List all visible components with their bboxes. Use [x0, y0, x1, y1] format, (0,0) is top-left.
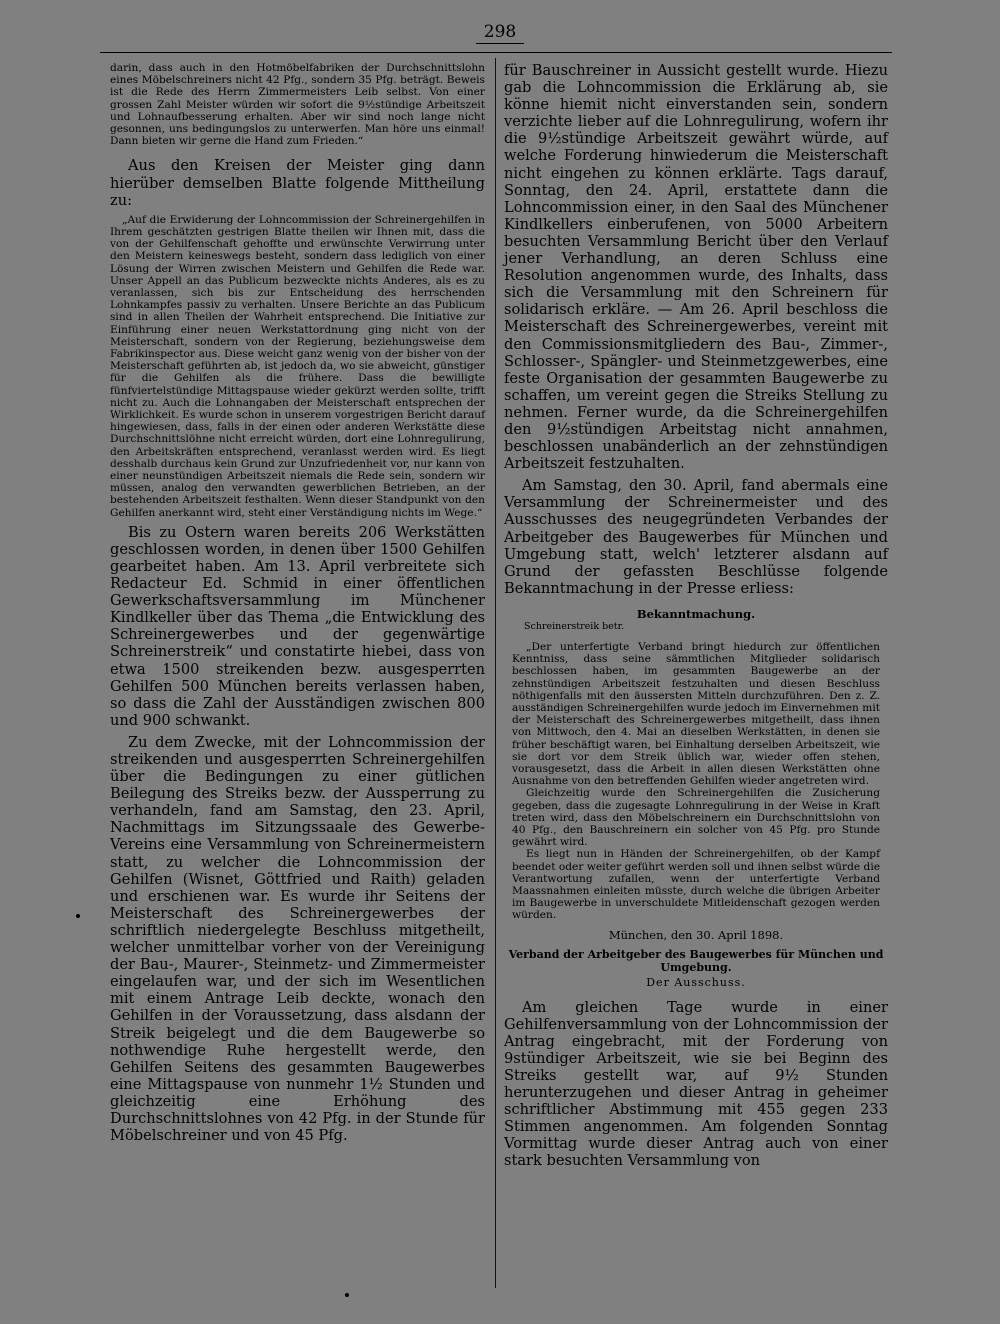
announcement-paragraph: „Der unterfertigte Verband bringt hiedurch zur öffentlichen Kenntniss, dass seine sämmtlichen Mitglieder solidarisch beschlossen haben, im gesammten Baugewerbe an der zehnstündigen Arbeitszeit festzuhalten und diesen Beschluss nöthigenfalls mit den äussersten Mitteln durchzuführen. Den z. Z. ausständigen Schreinergehilfen wurde jedoch im Einvernehmen mit der Meisterschaft des Schreinergewerbes mitgetheilt, dass ihnen von Mittwoch, den 4. Mai an dieselben Werkstätten, in denen sie früher beschäftigt waren, bei Einhaltung derselben Arbeitszeit, wie sie dort vor dem Streik üblich war, wieder offen stehen, vorausgesetzt, dass die Arbeit in allen diesen Werkstätten ohne Ausnahme von den betreffenden Gehilfen wieder angetreten wird.: [512, 640, 880, 788]
left-column: [110, 62, 485, 1144]
announcement-paragraph: Gleichzeitig wurde den Schreinergehilfen die Zusicherung gegeben, dass die zugesagte Lohnregulirung in der Weise in Kraft treten wird, dass den Möbelschreinern ein Durchschnittslohn von 40 Pfg., den Bauschreinern ein solcher von 45 Pfg. pro Stunde gewährt wird.: [512, 787, 880, 849]
margin-mark: [345, 1293, 349, 1297]
announcement-paragraph: Es liegt nun in Händen der Schreinergehilfen, ob der Kampf beendet oder weiter geführt werden soll und ihnen selbst würde die Verantwortung zufallen, wenn der unterfertigte Verband Maassnahmen einleiten müsste, durch welche die übrigen Arbeiter im Baugewerbe in unverschuldete Mitleidenschaft gezogen werden würden.: [512, 848, 880, 922]
masters-quote: [110, 214, 485, 519]
announcement-organisation: Verband der Arbeitgeber des Baugewerbes für München und Umgebung.: [508, 947, 884, 974]
announcement-date: München, den 30. April 1898.: [608, 927, 784, 942]
announcement: [504, 607, 888, 989]
announcement-body: [512, 641, 880, 922]
announcement-committee: Der Ausschuss.: [646, 975, 746, 989]
quote-ending-paragraph: darin, dass auch in den Hotmöbelfabriken der Durchschnittslohn eines Möbelschreiners nicht 42 Pfg., sondern 35 Pfg. beträgt. Beweis ist die Rede des Herrn Zimmermeisters Leib selbst. Von einer grossen Zahl Meister würden wir sofort die 9½stündige Arbeitszeit und Lohnaufbesserung erhalten. Aber wir sind noch lange nicht gesonnen, uns bedingungslos zu unterwerfen. Man höre uns einmal! Dann bieten wir gerne die Hand zum Frieden.“: [110, 62, 485, 148]
right-column: [504, 62, 888, 1170]
header-rule: [100, 52, 892, 53]
margin-mark: [76, 914, 80, 918]
quote-paragraph: „Auf die Erwiderung der Lohncommission der Schreinergehilfen in Ihrem geschätzten gestrigen Blatte theilen wir Ihnen mit, dass die von der Gehilfenschaft gehoffte und erwünschte Verwirrung unter den Meistern keineswegs besteht, sondern dass lediglich von einer Lösung der Wirren zwischen Meistern und Gehilfen die Rede war. Unser Appell an das Publicum bezweckte nichts Anderes, als es zu veranlassen, sich bis zur Entscheidung des herrschenden Lohnkampfes passiv zu verhalten. Unsere Berichte an das Publicum sind in allen Theilen der Wahrheit entsprechend. Die Initiative zur Einführung einer neuen Werkstattordnung ging nicht von der Meisterschaft, sondern von der Regierung, beziehungsweise dem Fabrikinspector aus. Diese weicht ganz wenig von der bisher von der Meisterschaft geführten ab, ist jedoch da, wo sie abweicht, günstiger für die Gehilfen als die frühere. Dass die bewilligte fünfviertelstündige Mittagspause wieder gekürzt werden sollte, trifft nicht zu. Auch die Lohnangaben der Meisterschaft entsprechen der Wirklichkeit. Es wurde schon in unserem vorgestrigen Bericht darauf hingewiesen, dass, falls in der einen oder anderen Werkstätte diese Durchschnittslöhne nicht erreicht würden, dort eine Lohnregulirung, den Arbeitskräften entsprechend, veranlasst werden wird. Es liegt desshalb durchaus kein Grund zur Unzufriedenheit vor, nur kann von einer neunstündigen Arbeitszeit niemals die Rede sein, sondern wir müssen, analog den verwandten gewerblichen Betrieben, an der bestehenden Arbeitszeit festhalten. Wenn dieser Standpunkt von den Gehilfen anerkannt wird, steht einer Verständigung nichts im Wege.“: [110, 213, 485, 519]
body-paragraph: für Bauschreiner in Aussicht gestellt wurde. Hiezu gab die Lohncommission die Erklärung ab, sie könne hiemit nicht einverstanden sein, sondern verzichte lieber auf die Lohnregulirung, wofern ihr die 9½stündige Arbeitszeit gewährt würde, auf welche Forderung hinwiederum die Meisterschaft nicht eingehen zu können erklärte. Tags darauf, Sonntag, den 24. April, erstattete dann die Lohncommission einer, in den Saal des Münchener Kindlkellers einberufenen, von 5000 Arbeitern besuchten Versammlung Bericht über den Verlauf jener Verhandlung, an deren Schluss eine Resolution angenommen wurde, des Inhalts, dass sich die Versammlung mit den Schreinern für solidarisch erkläre. — Am 26. April beschloss die Meisterschaft des Schreinergewerbes, vereint mit den Commissionsmitgliedern des Bau-, Zimmer-, Schlosser-, Spängler- und Steinmetzgewerbes, eine feste Organisation der gesammten Baugewerbe zu schaffen, um vereint gegen die Streiks Stellung zu nehmen. Ferner wurde, da die Schreinergehilfen den 9½stündigen Arbeitstag nicht annahmen, beschlossen unabänderlich an der zehnstündigen Arbeitszeit festzuhalten.: [504, 62, 888, 473]
body-paragraph: Aus den Kreisen der Meister ging dann hierüber demselben Blatte folgende Mittheilung zu:: [110, 157, 485, 209]
page-number: 298: [0, 22, 1000, 44]
body-paragraph: Am gleichen Tage wurde in einer Gehilfenversammlung von der Lohncommission der Antrag eingebracht, mit der Forderung von 9stündiger Arbeitszeit, wie sie bei Beginn des Streiks gestellt war, auf 9½ Stunden herunterzugehen und dieser Antrag in geheimer schriftlicher Abstimmung mit 455 gegen 233 Stimmen angenommen. Am folgenden Sonntag Vormittag wurde dieser Antrag auch von einer stark besuchten Versammlung von: [504, 998, 888, 1170]
column-divider: [495, 58, 496, 1288]
announcement-title: Bekanntmachung.: [636, 606, 756, 621]
body-paragraph: Am Samstag, den 30. April, fand abermals eine Versammlung der Schreinermeister und des Ausschusses des neugegründeten Verbandes der Arbeitgeber des Baugewerbes für München und Umgebung statt, welch' letzterer alsdann auf Grund der gefassten Beschlüsse folgende Bekanntmachung in der Presse erliess:: [504, 477, 888, 597]
body-paragraph: Zu dem Zwecke, mit der Lohncommission der streikenden und ausgesperrten Schreinergehilfen über die Bedingungen zu einer gütlichen Beilegung des Streiks bezw. der Aussperrung zu verhandeln, fand am Samstag, den 23. April, Nachmittags im Sitzungssaale des Gewerbe-Vereins eine Versammlung von Schreinermeistern statt, zu welcher die Lohncommission der Gehilfen (Wisnet, Göttfried und Raith) geladen und erschienen war. Es wurde ihr Seitens der Meisterschaft des Schreinergewerbes der schriftlich niedergelegte Beschluss mitgetheilt, welcher unmittelbar vorher von der Vereinigung der Bau-, Maurer-, Steinmetz- und Zimmermeister eingelaufen war, und der sich im Wesentlichen mit einem Antrage Leib deckte, wonach den Gehilfen in der Voraussetzung, dass alsdann der Streik beigelegt und die dem Baugewerbe so nothwendige Ruhe hergestellt werde, den Gehilfen Seitens des gesammten Baugewerbes eine Mittagspause von nunmehr 1½ Stunden und gleichzeitig eine Erhöhung des Durchschnittslohnes von 42 Pfg. in der Stunde für Möbelschreiner und von 45 Pfg.: [110, 733, 485, 1145]
body-paragraph: Bis zu Ostern waren bereits 206 Werkstätten geschlossen worden, in denen über 1500 Gehilfen gearbeitet haben. Am 13. April verbreitete sich Redacteur Ed. Schmid in einer öffentlichen Gewerkschaftsversammlung im Münchener Kindlkeller über das Thema „die Entwicklung des Schreinergewerbes und der gegenwärtige Schreinerstreik“ und constatirte hiebei, dass von etwa 1500 streikenden bezw. ausgesperrten Gehilfen 500 München bereits verlassen haben, so dass die Zahl der Ausständigen zwischen 800 und 900 schwankt.: [110, 523, 485, 729]
announcement-subject: Schreinerstreik betr.: [524, 620, 625, 632]
